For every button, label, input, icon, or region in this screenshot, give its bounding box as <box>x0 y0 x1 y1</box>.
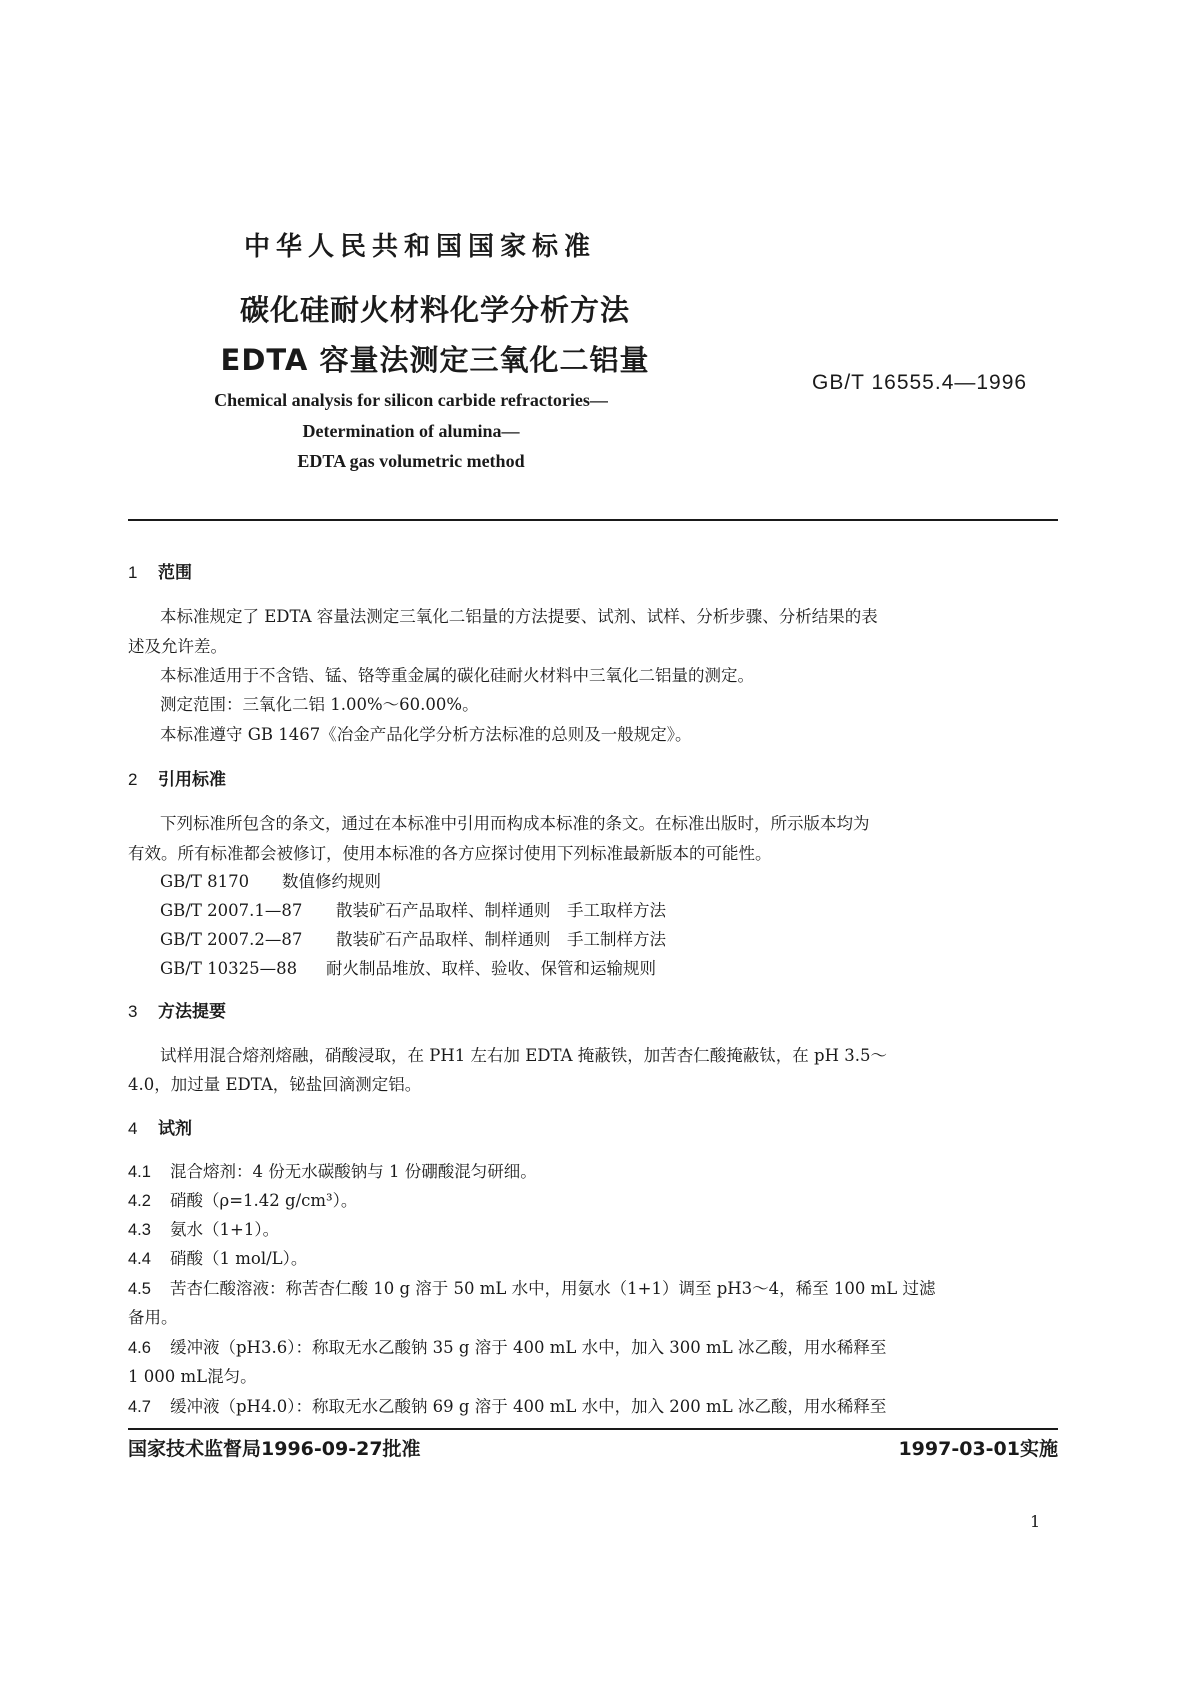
section-1-heading <box>128 558 192 583</box>
reagent-item-continuation: 1 000 mL混匀。 <box>128 1367 257 1386</box>
english-title-line3: EDTA gas volumetric method <box>297 451 525 471</box>
reagent-number: 4.6 <box>128 1339 151 1357</box>
reference-title: 散装矿石产品取样、制样通则 手工取样方法 <box>336 901 666 920</box>
section-title: 试剂 <box>158 1119 192 1139</box>
reference-item <box>160 897 666 921</box>
section-number: 1 <box>128 563 138 582</box>
page-number: 1 <box>1030 1512 1041 1531</box>
section-number: 3 <box>128 1002 138 1021</box>
section-1-para1-line1: 本标准规定了 EDTA 容量法测定三氧化二铝量的方法提要、试剂、试样、分析步骤、分析结果的表 <box>160 607 878 626</box>
reagent-item <box>128 1216 279 1240</box>
reagent-number: 4.1 <box>128 1163 151 1181</box>
section-4-heading <box>128 1114 192 1139</box>
section-title: 方法提要 <box>158 1002 226 1022</box>
standard-number: GB/T 16555.4—1996 <box>812 371 1028 394</box>
reference-title: 耐火制品堆放、取样、验收、保管和运输规则 <box>326 959 656 978</box>
reagent-text: 氨水（1+1）。 <box>170 1220 280 1239</box>
section-2-para-line2: 有效。所有标准都会被修订，使用本标准的各方应探讨使用下列标准最新版本的可能性。 <box>128 844 772 863</box>
document-title-line2: EDTA 容量法测定三氧化二铝量 <box>220 343 650 377</box>
section-2-heading <box>128 765 226 790</box>
reference-item <box>160 926 666 950</box>
national-standard-heading: 中华人民共和国国家标准 <box>243 232 596 262</box>
section-1-para3: 测定范围：三氧化二铝 1.00%～60.00%。 <box>160 695 479 714</box>
implementation-date: 1997-03-01实施 <box>898 1438 1058 1460</box>
reagent-item <box>128 1158 537 1182</box>
section-3-heading <box>128 997 226 1022</box>
section-title: 引用标准 <box>158 770 226 790</box>
reagent-text: 缓冲液（pH4.0）：称取无水乙酸钠 69 g 溶于 400 mL 水中，加入 200 mL 冰乙酸，用水稀释至 <box>170 1397 887 1416</box>
reference-item <box>160 868 381 892</box>
reagent-text: 苦杏仁酸溶液：称苦杏仁酸 10 g 溶于 50 mL 水中，用氨水（1+1）调至 pH3～4，稀至 100 mL 过滤 <box>170 1279 936 1298</box>
section-3-para-line2: 4.0，加过量 EDTA，铋盐回滴测定铝。 <box>128 1075 422 1094</box>
reagent-text: 混合熔剂：4 份无水碳酸钠与 1 份硼酸混匀研细。 <box>170 1162 537 1181</box>
english-title-line2: Determination of alumina— <box>302 421 520 441</box>
reagent-item <box>128 1275 935 1299</box>
section-title: 范围 <box>158 563 192 583</box>
section-number: 2 <box>128 770 138 789</box>
reference-code: GB/T 2007.2—87 <box>160 930 303 949</box>
reagent-number: 4.2 <box>128 1192 151 1210</box>
reagent-item <box>128 1245 307 1269</box>
approval-text: 国家技术监督局1996-09-27批准 <box>128 1438 421 1460</box>
section-3-para-line1: 试样用混合熔剂熔融，硝酸浸取，在 PH1 左右加 EDTA 掩蔽铁，加苦杏仁酸掩蔽钛，在 pH 3.5～ <box>160 1046 887 1065</box>
document-title-line1: 碳化硅耐火材料化学分析方法 <box>239 293 630 327</box>
section-1-para2: 本标准适用于不含锆、锰、铬等重金属的碳化硅耐火材料中三氧化二铝量的测定。 <box>160 666 754 685</box>
footer-divider <box>128 1428 1058 1430</box>
reagent-item <box>128 1334 886 1358</box>
reagent-text: 缓冲液（pH3.6）：称取无水乙酸钠 35 g 溶于 400 mL 水中，加入 300 mL 冰乙酸，用水稀释至 <box>170 1338 887 1357</box>
reagent-item <box>128 1187 357 1211</box>
reference-code: GB/T 10325—88 <box>160 959 298 978</box>
english-title-line1: Chemical analysis for silicon carbide refractories— <box>214 390 608 410</box>
reference-title: 数值修约规则 <box>282 872 381 891</box>
section-2-para-line1: 下列标准所包含的条文，通过在本标准中引用而构成本标准的条文。在标准出版时，所示版本均为 <box>160 814 870 833</box>
reagent-number: 4.7 <box>128 1398 151 1416</box>
section-1-para1-line2: 述及允许差。 <box>128 637 227 656</box>
reagent-number: 4.3 <box>128 1221 151 1239</box>
section-number: 4 <box>128 1119 138 1138</box>
section-1-para4: 本标准遵守 GB 1467《冶金产品化学分析方法标准的总则及一般规定》。 <box>160 725 692 744</box>
reagent-item <box>128 1393 886 1417</box>
reagent-number: 4.4 <box>128 1250 151 1268</box>
reference-item <box>160 955 656 979</box>
reagent-item-continuation: 备用。 <box>128 1308 178 1327</box>
reagent-text: 硝酸（ρ=1.42 g/cm³）。 <box>170 1191 358 1210</box>
reference-title: 散装矿石产品取样、制样通则 手工制样方法 <box>336 930 666 949</box>
reference-code: GB/T 8170 <box>160 872 250 891</box>
reagent-text: 硝酸（1 mol/L）。 <box>170 1249 308 1268</box>
reagent-number: 4.5 <box>128 1280 151 1298</box>
reference-code: GB/T 2007.1—87 <box>160 901 303 920</box>
header-divider <box>128 519 1058 521</box>
